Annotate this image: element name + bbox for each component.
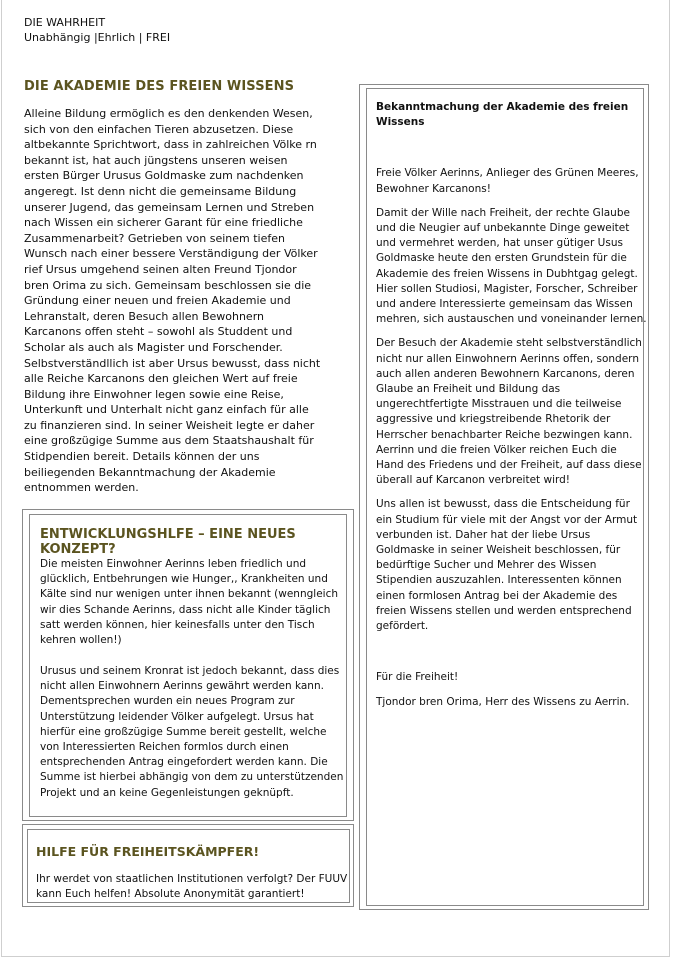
freedom-fighter-title: HILFE FÜR FREIHEITSKÄMPFER! [36, 844, 260, 859]
announcement-closing: Für die Freiheit! [376, 671, 459, 684]
announcement-title: Bekanntmachung der Akademie des freien Wissens [376, 101, 629, 129]
newspaper-name: DIE WAHRHEIT [24, 16, 106, 29]
main-article [24, 79, 324, 496]
announcement-box [359, 84, 649, 910]
spacer [376, 197, 647, 206]
announcement-signature: Tjondor bren Orima, Herr des Wissens zu Aerrin. [376, 695, 630, 708]
announcement-paragraph-2: Der Besuch der Akademie steht selbstverständlich nicht nur allen Einwohnern Aerinns offen, sondern auch allen anderen Bewohnern Karcanons, deren Glaube an Freiheit und Bildung das ungerechtfertigte Misstrauen und die teilweise aggressive und kriegstreibende Rhetorik der Herrscher benachbarter Reiche bezwingen kann. Aerrinn und die freien Völker reichen Euch die Hand des Friedens und der Freiheit, auf dass diese überall auf Karcanon verbreitet wird! [376, 337, 642, 487]
freedom-fighter-box-inner [27, 829, 350, 903]
spacer [376, 130, 647, 166]
spacer [376, 488, 647, 497]
spacer [376, 327, 647, 336]
announcement [376, 100, 647, 710]
announcement-paragraph-1: Damit der Wille nach Freiheit, der rechte Glaube und die Neugier auf unbekannte Dinge geweitet und vermehret werden, hat unser gütiger Usus Goldmaske heute den ersten Grundstein für die Akademie des freien Wissens in Dubhtgag gelegt. Hier sollen Studiosi, Magister, Forscher, Schreiber und andere Interessierte gemeinsam das Wissen mehren, sich austauschen und voneinander lernen. [376, 206, 647, 326]
newspaper-tagline: Unabhängig |Ehrlich | FREI [24, 31, 171, 44]
announcement-box-inner [366, 88, 647, 906]
main-article-body: Alleine Bildung ermöglich es den denkenden Wesen, sich von den einfachen Tieren abzusetzen. Diese altbekannte Sprichtwort, dass in zahlreichen Völke rn bekannt ist, hat auch jüngstens unseren weisen ersten Bürger Urusus Goldmaske zum nachdenken angeregt. Ist denn nicht die gemeinsame Bildung unserer Jugend, das gemeinsam Lernen und Streben nach Wissen ein sicherer Garant für eine friedliche Zusammenarbeit? Getrieben von seinem tiefen Wunsch nach einer bessere Verständigung der Völker rief Ursus umgehend seinen alten Freund Tjondor bren Orima zu sich. Gemeinsam beschlossen sie die Gründung einer neuen und freien Akademie und Lehranstalt, deren Besuch allen Bewohnern Karcanons offen steht – sowohl als Studdent und Scholar als auch als Magister und Forschender. Selbstverständllich ist aber Ursus bewusst, dass nicht alle Reiche Karcanons den gleichen Wert auf freie Bildung ihre Einwohner legen sowie eine Reise, Unterkunft und Unterhalt nicht ganz einfach für alle zu finanzieren sind. In seiner Weisheit legte er daher eine großzügige Summe aus dem Staatshaushalt für Stidpendien bereit. Details können der uns beiliegenden Bekanntmachung der Akademie entnommen werden. [24, 107, 321, 495]
freedom-fighter-text: Ihr werdet von staatlichen Institutionen verfolgt? Der FUUV kann Euch helfen! Absolute Anonymität garantiert! [36, 873, 348, 901]
main-article-title: DIE AKADEMIE DES FREIEN WISSENS [24, 79, 295, 94]
freedom-fighter-box [22, 824, 354, 907]
spacer [376, 686, 647, 695]
announcement-greeting: Freie Völker Aerinns, Anlieger des Grünen Meeres, Bewohner Karcanons! [376, 167, 639, 195]
announcement-paragraph-3: Uns allen ist bewusst, dass die Entscheidung für ein Studium für viele mit der Angst vor der Armut verbunden ist. Daher hat der liebe Ursus Goldmaske in seiner Weisheit beschlossen, für bedürftige Sucher und Mehrer des Wissen Stipendien auszuzahlen. Interessenten können einen formlosen Antrag bei der Akademie des freien Wissens stellen und werden entsprechend gefördert. [376, 498, 638, 633]
masthead [24, 15, 170, 45]
development-aid-paragraph-1: Die meisten Einwohner Aerinns leben friedlich und glücklich, Entbehrungen wie Hunger,, Krankheiten und Kälte sind nur wenigen unter ihnen bekannt (wenngleich wir dies Schande Aerinns, dass nicht alle Kinder täglich satt werden können, hier keinesfalls unter den Tisch kehren wollen!) [40, 558, 338, 647]
spacer [376, 634, 647, 670]
development-aid-title: ENTWICKLUNGSHLFE – EINE NEUES KONZEPT? [40, 527, 296, 557]
development-aid-box [22, 509, 354, 821]
development-aid-box-inner [29, 514, 347, 817]
development-aid-paragraph-2: Urusus und seinem Kronrat ist jedoch bekannt, dass dies nicht allen Einwohnern Aerinns gewährt werden kann. Dementsprechen wurden ein neues Program zur Unterstützung leidender Völker aufgelegt. Ursus hat hierfür eine großzügige Summe bereit gestellt, welche von Interessierten Reichen formlos durch einen entsprechenden Antrag eingefordert werden kann. Die Summe ist hierbei abhängig von dem zu unterstützenden Projekt und an keine Gegenleistungen geknüpft. [40, 665, 344, 799]
